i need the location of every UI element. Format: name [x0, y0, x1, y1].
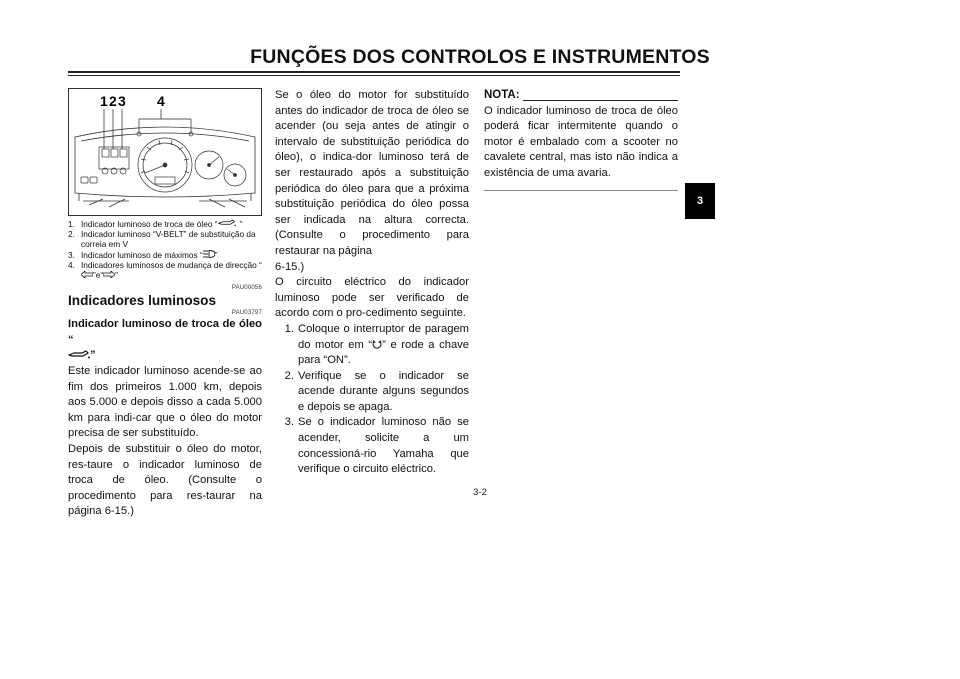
callout-number: 4.	[68, 259, 75, 270]
subheading	[68, 317, 262, 364]
switch-buttons	[81, 177, 97, 183]
note-end-rule	[484, 190, 678, 191]
paragraph: Depois de substituir o óleo do motor, res-taure o indicador luminoso de troca de óleo. (Consulte o procedimento para res-taurar na página 6-15.)	[68, 442, 262, 518]
paragraph: Este indicador luminoso acende-se ao fim dos primeiros 1.000 km, depois aos 5.000 e depois disso a cada 5.000 km para indi-car que o óleo do motor precisa de ser substituído.	[68, 365, 262, 440]
callout-item	[68, 260, 262, 280]
step-text: Coloque o interruptor de paragem do motor em “	[298, 322, 469, 351]
column-right	[484, 88, 678, 191]
fuel-gauge	[195, 151, 223, 179]
callout-text: Indicador luminoso de máximos “	[81, 249, 203, 260]
turn-right-icon	[103, 270, 115, 280]
step-text-after: ” e rode a chave para “ON”.	[298, 338, 469, 367]
step-number: 2.	[284, 369, 294, 382]
turn-left-icon	[81, 270, 93, 280]
paragraph: O circuito eléctrico do indicador luminoso pode ser verificado de acordo com o pro-cedimento seguinte.	[275, 276, 469, 320]
engine-run-icon	[372, 339, 382, 351]
note-heading	[484, 88, 678, 104]
note-text: O indicador luminoso de troca de óleo poderá ficar intermitente quando o motor é embalado com a scooter no cavalete central, mas isto não indica a existência de uma avaria.	[484, 104, 678, 179]
page-title: FUNÇÕES DOS CONTROLOS E INSTRUMENTOS	[250, 46, 710, 68]
figure-label-3: 3	[118, 93, 126, 109]
procedure-steps	[275, 322, 469, 478]
step-number: 3.	[284, 416, 294, 429]
high-beam-icon	[203, 250, 215, 260]
callout-suffix: ”	[115, 270, 118, 281]
title-rule-thin	[68, 75, 680, 76]
callout-item	[68, 219, 262, 229]
subheading-text: Indicador luminoso de troca de óleo “	[68, 318, 262, 346]
temperature-gauge	[224, 164, 246, 186]
figure-label-1: 1	[100, 93, 108, 109]
callout-text: Indicador luminoso de troca de óleo “	[81, 219, 218, 229]
paragraph-continuation: 6-15.)	[275, 260, 305, 273]
paragraph: Se o óleo do motor for substituído antes do indicador de troca de óleo se acender (ou seja antes de atingir o intervalo de substituição periódica do óleo), o indica-dor luminoso terá de ser restaurado após a substituição periódica do óleo para que a próxima substituição periódica do óleo possa ser indicada na altura correcta. (Consulte o procedimento para restaurar na página	[275, 89, 469, 257]
figure-label-4: 4	[157, 93, 165, 109]
oil-change-icon	[68, 350, 90, 359]
step-item	[275, 322, 469, 369]
chapter-tab	[685, 183, 715, 219]
callout-mid: ”e“	[93, 270, 104, 281]
step-item	[275, 415, 469, 477]
speedometer	[138, 138, 192, 192]
column-middle	[275, 88, 469, 478]
reference-code: PAU03797	[231, 310, 262, 317]
callout-text: Indicador luminoso “V-BELT” de substituição da correia em V	[81, 229, 256, 250]
oil-change-icon	[218, 219, 240, 228]
section-title: Indicadores luminosos	[68, 293, 217, 309]
callout-list	[68, 219, 262, 280]
callout-number: 2.	[68, 229, 75, 240]
note-label: NOTA:	[484, 89, 520, 101]
column-left	[68, 88, 262, 520]
step-text: Se o indicador luminoso não se acender, solicite a um concessioná-rio Yamaha que verifique o circuito eléctrico.	[298, 416, 469, 476]
callout-item	[68, 229, 262, 249]
chapter-tab-label: 3	[696, 195, 704, 207]
callout-number: 3.	[68, 249, 75, 260]
callout-text: Indicadores luminosos de mudança de direcção “	[81, 259, 262, 270]
note-rule	[523, 100, 678, 101]
instrument-panel-figure	[68, 88, 262, 216]
reference-code: PAU00056	[231, 285, 262, 292]
step-number: 1.	[284, 322, 294, 335]
subheading-suffix: ”	[90, 349, 96, 362]
callout-number: 1.	[68, 219, 75, 229]
step-text: Verifique se o indicador se acende durante alguns segundos e depois se apaga.	[298, 369, 469, 413]
step-item	[275, 369, 469, 416]
callout-suffix: ”	[239, 219, 243, 229]
callout-suffix: ”	[214, 249, 218, 260]
page-number: 3-2	[473, 487, 487, 498]
callout-item	[68, 250, 262, 260]
leader-lines	[104, 109, 191, 149]
figure-label-2: 2	[109, 93, 117, 109]
title-rule	[68, 71, 680, 73]
